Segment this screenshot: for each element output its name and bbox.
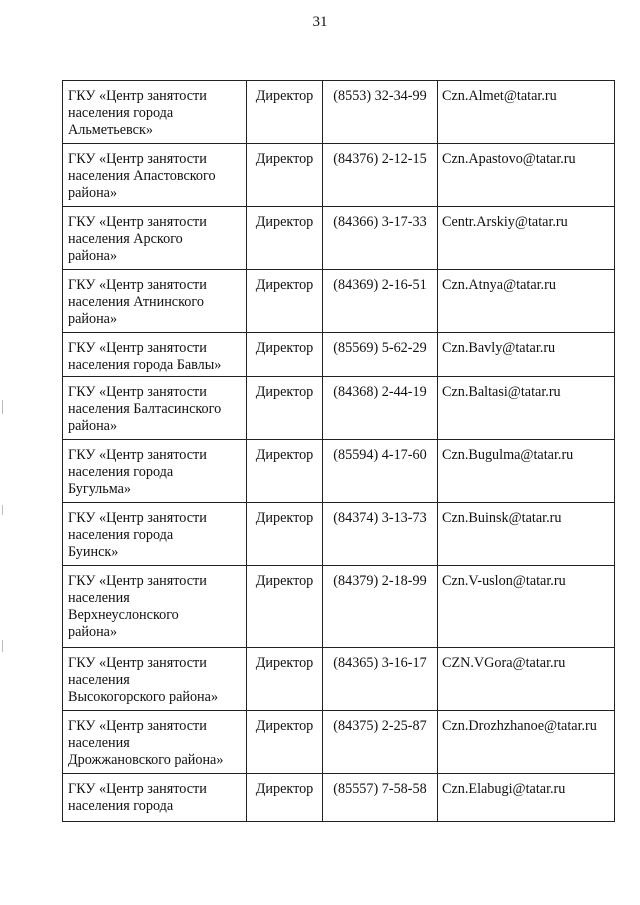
organization-line: Бугульма» (68, 481, 131, 497)
organization-cell (63, 711, 247, 774)
phone-cell: (84369) 2-16-51 (323, 270, 438, 333)
organization-line: района» (68, 311, 118, 327)
organization-line: Верхнеуслонского (68, 607, 179, 623)
phone-cell: (85569) 5-62-29 (323, 333, 438, 377)
table-row (63, 711, 615, 774)
phone-cell: (84368) 2-44-19 (323, 377, 438, 440)
table-body (63, 81, 615, 822)
organization-line: Высокогорского района» (68, 689, 219, 705)
phone-cell: (8553) 32-34-99 (323, 81, 438, 144)
phone-cell: (84374) 3-13-73 (323, 503, 438, 566)
organization-line: населения (68, 735, 130, 751)
organization-line: ГКУ «Центр занятости (68, 151, 207, 167)
phone-cell: (84379) 2-18-99 (323, 566, 438, 648)
position-cell: Директор (247, 270, 323, 333)
table-row (63, 333, 615, 377)
organization-line: ГКУ «Центр занятости (68, 214, 207, 230)
phone-cell: (84375) 2-25-87 (323, 711, 438, 774)
organization-line: района» (68, 185, 118, 201)
organization-cell (63, 270, 247, 333)
position-cell: Директор (247, 648, 323, 711)
table-row (63, 81, 615, 144)
organization-line: ГКУ «Центр занятости (68, 384, 207, 400)
organization-cell (63, 648, 247, 711)
table-row (63, 207, 615, 270)
organization-line: населения Балтасинского (68, 401, 222, 417)
scan-artifact (2, 640, 3, 652)
scan-artifact (2, 400, 3, 414)
page-number: 31 (312, 14, 328, 30)
organization-line: населения города Бавлы» (68, 357, 222, 373)
organization-line: ГКУ «Центр занятости (68, 340, 207, 356)
organization-line: ГКУ «Центр занятости (68, 573, 207, 589)
organization-cell (63, 566, 247, 648)
phone-cell: (84366) 3-17-33 (323, 207, 438, 270)
email-cell[interactable]: Centr.Arskiy@tatar.ru (438, 207, 615, 270)
phone-cell: (84376) 2-12-15 (323, 144, 438, 207)
email-cell[interactable]: Czn.Apastovo@tatar.ru (438, 144, 615, 207)
organization-line: населения (68, 672, 130, 688)
table-row (63, 648, 615, 711)
organization-line: населения Атнинского (68, 294, 204, 310)
email-cell[interactable]: Czn.Buinsk@tatar.ru (438, 503, 615, 566)
organization-line: района» (68, 624, 118, 640)
position-cell: Директор (247, 711, 323, 774)
email-cell[interactable]: Czn.Drozhzhanoe@tatar.ru (438, 711, 615, 774)
email-cell[interactable]: Czn.Atnya@tatar.ru (438, 270, 615, 333)
organization-line: ГКУ «Центр занятости (68, 655, 207, 671)
email-cell[interactable]: Czn.Bugulma@tatar.ru (438, 440, 615, 503)
organization-line: ГКУ «Центр занятости (68, 277, 207, 293)
email-cell[interactable]: Czn.Bavly@tatar.ru (438, 333, 615, 377)
position-cell: Директор (247, 566, 323, 648)
organization-line: ГКУ «Центр занятости (68, 88, 207, 104)
position-cell: Директор (247, 144, 323, 207)
organization-line: населения города (68, 798, 174, 814)
scan-artifact (2, 505, 3, 515)
email-cell[interactable]: Czn.V-uslon@tatar.ru (438, 566, 615, 648)
organization-line: населения Апастовского (68, 168, 216, 184)
table-row (63, 377, 615, 440)
email-cell[interactable]: Czn.Almet@tatar.ru (438, 81, 615, 144)
organization-line: населения города (68, 105, 174, 121)
email-cell[interactable]: Czn.Baltasi@tatar.ru (438, 377, 615, 440)
email-cell[interactable]: Czn.Elabugi@tatar.ru (438, 774, 615, 822)
organization-line: ГКУ «Центр занятости (68, 447, 207, 463)
organization-cell (63, 333, 247, 377)
position-cell: Директор (247, 774, 323, 822)
table-row (63, 144, 615, 207)
position-cell: Директор (247, 377, 323, 440)
position-cell: Директор (247, 81, 323, 144)
organization-line: населения города (68, 527, 174, 543)
position-cell: Директор (247, 207, 323, 270)
organization-line: ГКУ «Центр занятости (68, 510, 207, 526)
organization-line: Альметьевск» (68, 122, 153, 138)
organization-line: населения (68, 590, 130, 606)
position-cell: Директор (247, 440, 323, 503)
table-row (63, 566, 615, 648)
organization-cell (63, 440, 247, 503)
organization-cell (63, 144, 247, 207)
phone-cell: (85594) 4-17-60 (323, 440, 438, 503)
organization-line: Буинск» (68, 544, 119, 560)
organization-line: ГКУ «Центр занятости (68, 718, 207, 734)
email-cell[interactable]: CZN.VGora@tatar.ru (438, 648, 615, 711)
table-row (63, 774, 615, 822)
organization-cell (63, 503, 247, 566)
organization-line: населения города (68, 464, 174, 480)
organization-line: района» (68, 418, 118, 434)
organization-line: населения Арского (68, 231, 183, 247)
table-row (63, 270, 615, 333)
table-row (63, 440, 615, 503)
table-row (63, 503, 615, 566)
organization-line: Дрожжановского района» (68, 752, 224, 768)
organization-cell (63, 774, 247, 822)
organization-cell (63, 207, 247, 270)
organization-line: района» (68, 248, 118, 264)
organization-cell (63, 377, 247, 440)
position-cell: Директор (247, 333, 323, 377)
phone-cell: (85557) 7-58-58 (323, 774, 438, 822)
phone-cell: (84365) 3-16-17 (323, 648, 438, 711)
position-cell: Директор (247, 503, 323, 566)
organization-line: ГКУ «Центр занятости (68, 781, 207, 797)
employment-centers-table (62, 80, 615, 822)
organization-cell (63, 81, 247, 144)
